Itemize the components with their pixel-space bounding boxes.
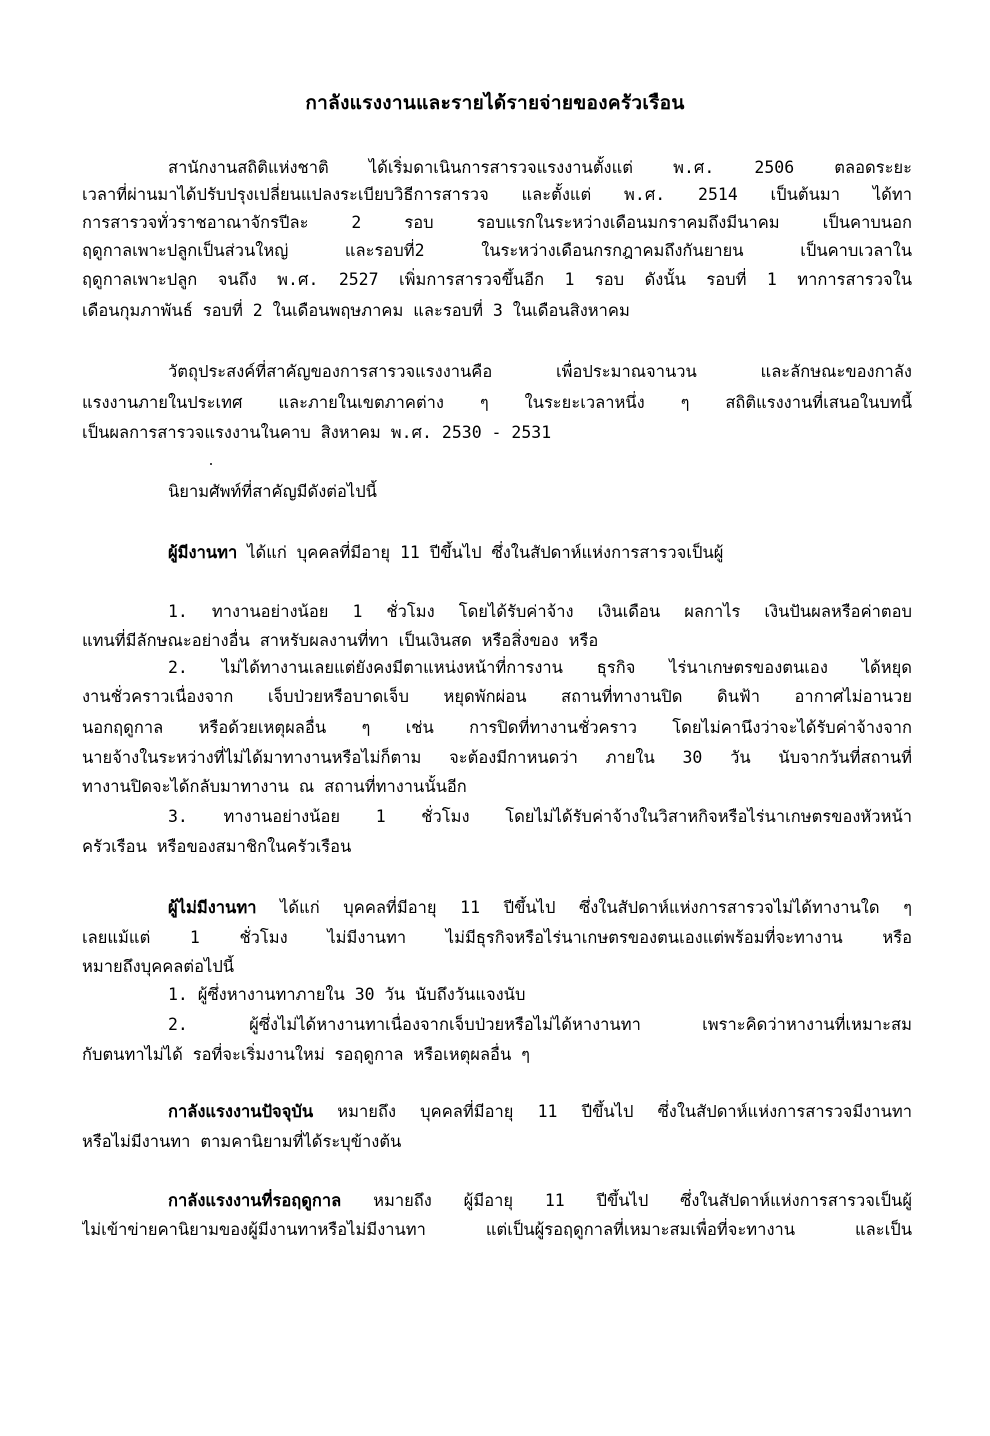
unemployed-item-line: 1. ผู้ซึ่งหางานทาภายใน 30 วัน นับถึงวันแจงนับ [168, 985, 526, 1004]
unemployed-line: หมายถึงบุคคลต่อไปนี้ [82, 957, 235, 976]
employed-item-line: ครัวเรือน หรือของสมาชิกในครัวเรือน [82, 837, 352, 856]
employed-definition [168, 541, 912, 565]
unemployed-item-line: กับตนทาไม่ได้ รอที่จะเริ่มงานใหม่ รอฤดูกาล หรือเหตุผลอื่น ๆ [82, 1045, 531, 1064]
unemployed-item-line: 2. ผู้ซึ่งไม่ได้หางานทาเนื่องจากเจ็บป่วยหรือไม่ได้หางานทา เพราะคิดว่าหางานที่เหมาะสม [168, 1015, 912, 1034]
scan-speck [210, 463, 212, 465]
seasonal-labour-definition [168, 1189, 912, 1213]
unemployed-line: เลยแม้แต่ 1 ชั่วโมง ไม่มีงานทา ไม่มีธุรกิจหรือไร่นาเกษตรของตนเองแต่พร้อมที่จะทางาน หรือ [82, 928, 912, 947]
seasonal-labour-term: กาลังแรงงานที่รอฤดูกาล [168, 1191, 342, 1210]
paragraph-1-line: เวลาที่ผ่านมาได้ปรับปรุงเปลี่ยนแปลงระเบียบวิธีการสารวจ และตั้งแต่ พ.ศ. 2514 เป็นต้นมา ได้ทา [82, 185, 912, 204]
employed-item-line: ทางานปิดจะได้กลับมาทางาน ณ สถานที่ทางานนั้นอีก [82, 777, 467, 796]
paragraph-2-line: เป็นผลการสารวจแรงงานในคาบ สิงหาคม พ.ศ. 2530 - 2531 [82, 423, 552, 442]
seasonal-labour-line: ไม่เข้าข่ายคานิยามของผู้มีงานทาหรือไม่มีงานทา แต่เป็นผู้รอฤดูกาลที่เหมาะสมเพื่อที่จะทางาน และเป็น [82, 1220, 912, 1239]
paragraph-1-line: ฤดูกาลเพาะปลูกเป็นส่วนใหญ่ และรอบที่2 ในระหว่างเดือนกรกฎาคมถึงกันยายน เป็นคาบเวลาใน [82, 241, 912, 260]
employed-item-line: นายจ้างในระหว่างที่ไม่ได้มาทางานหรือไม่ก็ตาม จะต้องมีกาหนดว่า ภายใน 30 วัน นับจากวันที่สถานที่ [82, 748, 912, 767]
employed-item-line: งานชั่วคราวเนื่องจาก เจ็บป่วยหรือบาดเจ็บ หยุดพักผ่อน สถานที่ทางานปิด ดินฟ้า อากาศไม่อานวย [82, 687, 912, 706]
current-labour-definition [168, 1100, 912, 1124]
current-labour-line: หรือไม่มีงานทา ตามคานิยามที่ได้ระบุข้างต้น [82, 1132, 402, 1151]
definitions-intro: นิยามศัพท์ที่สาคัญมีดังต่อไปนี้ [168, 482, 377, 501]
unemployed-definition [168, 896, 912, 920]
paragraph-1-line: สานักงานสถิติแห่งชาติ ได้เริ่มดาเนินการสารวจแรงงานตั้งแต่ พ.ศ. 2506 ตลอดระยะ [168, 158, 912, 177]
current-labour-text: หมายถึง บุคคลที่มีอายุ 11 ปีขึ้นไป ซึ่งในสัปดาห์แห่งการสารวจมีงานทา [313, 1102, 912, 1121]
employed-term: ผู้มีงานทา [168, 543, 238, 562]
employed-item-line: 1. ทางานอย่างน้อย 1 ชั่วโมง โดยได้รับค่าจ้าง เงินเดือน ผลกาไร เงินปันผลหรือค่าตอบ [168, 602, 912, 621]
page-title: กาลังแรงงานและรายได้รายจ่ายของครัวเรือน [305, 92, 685, 114]
employed-item-line: 3. ทางานอย่างน้อย 1 ชั่วโมง โดยไม่ได้รับค่าจ้างในวิสาหกิจหรือไร่นาเกษตรของหัวหน้า [168, 807, 912, 826]
paragraph-1-line: การสารวจทั่วราชอาณาจักรปีละ 2 รอบ รอบแรกในระหว่างเดือนมกราคมถึงมีนาคม เป็นคาบนอก [82, 213, 912, 232]
current-labour-term: กาลังแรงงานปัจจุบัน [168, 1102, 314, 1121]
unemployed-text: ได้แก่ บุคคลที่มีอายุ 11 ปีขึ้นไป ซึ่งในสัปดาห์แห่งการสารวจไม่ได้ทางานใด ๆ [256, 898, 912, 917]
paragraph-2-line: แรงงานภายในประเทศ และภายในเขตภาคต่าง ๆ ในระยะเวลาหนึ่ง ๆ สถิติแรงงานที่เสนอในบทนี้ [82, 393, 912, 412]
seasonal-labour-text: หมายถึง ผู้มีอายุ 11 ปีขึ้นไป ซึ่งในสัปดาห์แห่งการสารวจเป็นผู้ [341, 1191, 912, 1210]
employed-item-line: นอกฤดูกาล หรือด้วยเหตุผลอื่น ๆ เช่น การปิดที่ทางานชั่วคราว โดยไม่คานึงว่าจะได้รับค่าจ้างจาก [82, 718, 912, 737]
employed-item-line: แทนที่มีลักษณะอย่างอื่น สาหรับผลงานที่ทา เป็นเงินสด หรือสิ่งของ หรือ [82, 631, 599, 650]
paragraph-1-line: เดือนกุมภาพันธ์ รอบที่ 2 ในเดือนพฤษภาคม และรอบที่ 3 ในเดือนสิงหาคม [82, 301, 630, 320]
employed-text: ได้แก่ บุคคลที่มีอายุ 11 ปีขึ้นไป ซึ่งในสัปดาห์แห่งการสารวจเป็นผู้ [237, 543, 724, 562]
unemployed-term: ผู้ไม่มีงานทา [168, 898, 257, 917]
employed-item-line: 2. ไม่ได้ทางานเลยแต่ยังคงมีตาแหน่งหน้าที่การงาน ธุรกิจ ไร่นาเกษตรของตนเอง ได้หยุด [168, 658, 912, 677]
paragraph-2-line: วัตถุประสงค์ที่สาคัญของการสารวจแรงงานคือ เพื่อประมาณจานวน และลักษณะของกาลัง [168, 362, 912, 381]
paragraph-1-line: ฤดูกาลเพาะปลูก จนถึง พ.ศ. 2527 เพิ่มการสารวจขึ้นอีก 1 รอบ ดังนั้น รอบที่ 1 ทาการสารวจใน [82, 270, 912, 289]
